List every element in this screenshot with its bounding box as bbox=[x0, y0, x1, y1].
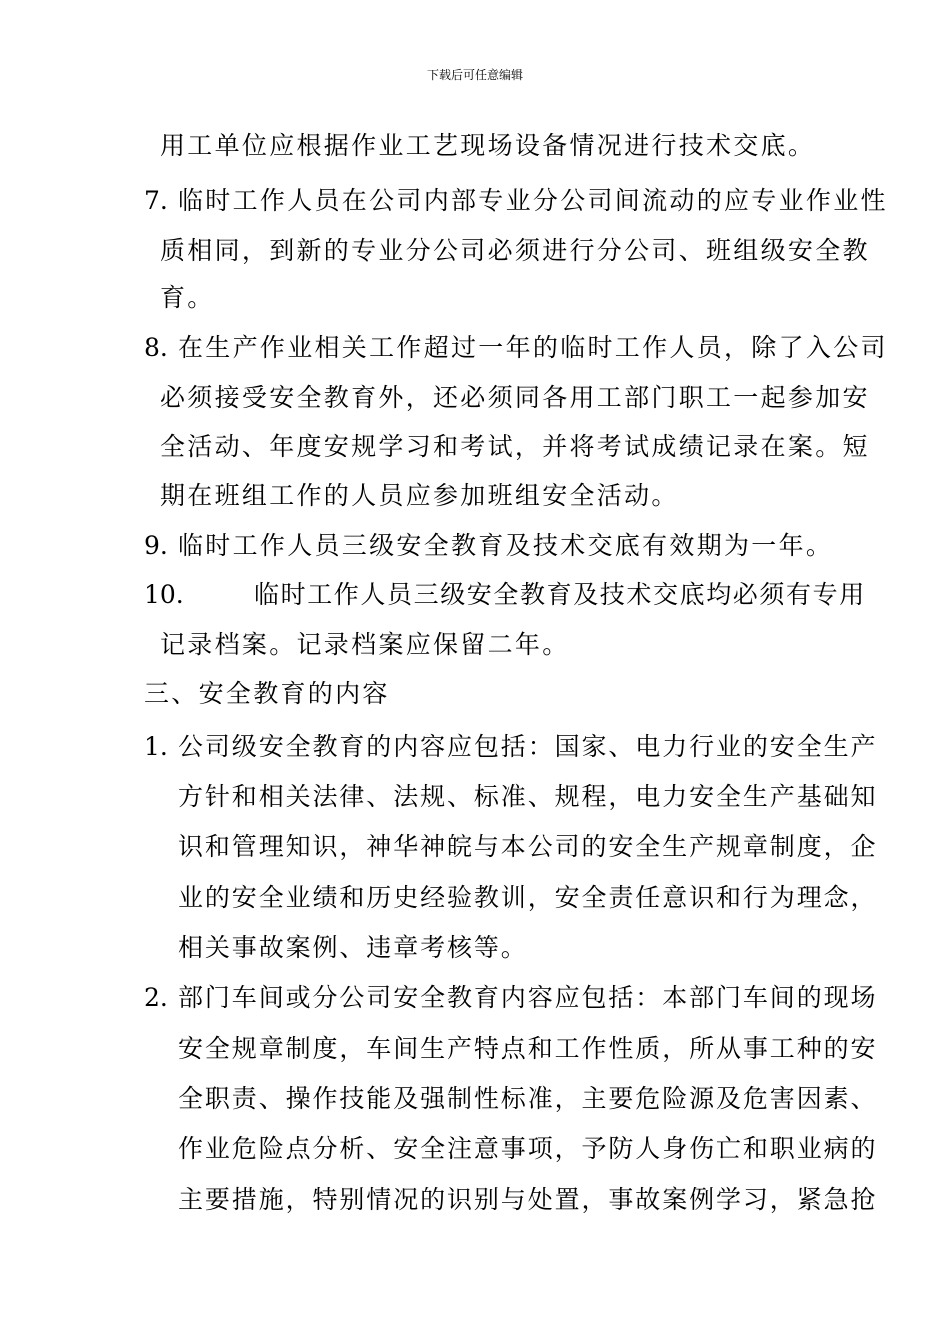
item-number: 1. bbox=[144, 732, 168, 761]
item-line: 育。 bbox=[160, 283, 215, 312]
item-line: 全活动、年度安规学习和考试，并将考试成绩记录在案。短 bbox=[160, 432, 870, 461]
section-heading: 三、安全教育的内容 bbox=[144, 679, 390, 708]
item-line: 安全规章制度，车间生产特点和工作性质，所从事工种的安 bbox=[178, 1034, 878, 1063]
item-line: 部门车间或分公司安全教育内容应包括：本部门车间的现场 bbox=[178, 983, 878, 1012]
item-number: 7. bbox=[144, 186, 168, 215]
item-line: 全职责、操作技能及强制性标准，主要危险源及危害因素、 bbox=[178, 1084, 878, 1113]
item-line: 相关事故案例、违章考核等。 bbox=[178, 933, 528, 962]
item-line: 期在班组工作的人员应参加班组安全活动。 bbox=[160, 481, 679, 510]
item-line: 方针和相关法律、法规、标准、规程，电力安全生产基础知 bbox=[178, 782, 878, 811]
item-line: 记录档案。记录档案应保留二年。 bbox=[160, 630, 570, 659]
item-line: 临时工作人员在公司内部专业分公司间流动的应专业作业性 bbox=[178, 186, 888, 215]
item-number: 10. bbox=[144, 580, 184, 609]
item-line: 主要措施，特别情况的识别与处置，事故案例学习，紧急抢 bbox=[178, 1185, 878, 1214]
item-line: 在生产作业相关工作超过一年的临时工作人员，除了入公司 bbox=[178, 333, 888, 362]
item-line: 作业危险点分析、安全注意事项，予防人身伤亡和职业病的 bbox=[178, 1134, 878, 1163]
item-number: 8. bbox=[144, 333, 168, 362]
item-line: 必须接受安全教育外，还必须同各用工部门职工一起参加安 bbox=[160, 383, 870, 412]
item-line: 质相同，到新的专业分公司必须进行分公司、班组级安全教 bbox=[160, 236, 870, 265]
item-line: 业的安全业绩和历史经验教训，安全责任意识和行为理念， bbox=[178, 883, 878, 912]
item-line: 识和管理知识，神华神皖与本公司的安全生产规章制度，企 bbox=[178, 832, 878, 861]
item-number: 2. bbox=[144, 983, 168, 1012]
header-note: 下载后可任意编辑 bbox=[426, 68, 523, 82]
intro-line: 用工单位应根据作业工艺现场设备情况进行技术交底。 bbox=[160, 131, 816, 160]
item-line: 临时工作人员三级安全教育及技术交底均必须有专用 bbox=[254, 580, 866, 609]
item-line: 临时工作人员三级安全教育及技术交底有效期为一年。 bbox=[178, 531, 834, 560]
item-number: 9. bbox=[144, 531, 168, 560]
item-line: 公司级安全教育的内容应包括：国家、电力行业的安全生产 bbox=[178, 732, 878, 761]
